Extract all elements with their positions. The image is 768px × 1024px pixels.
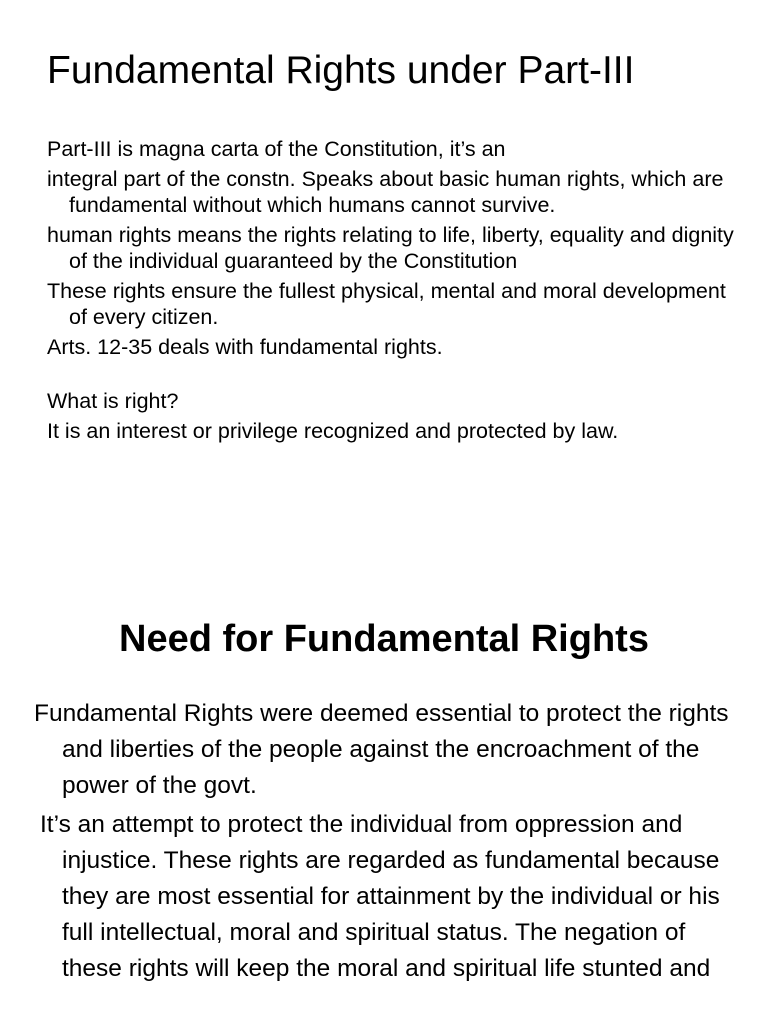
paragraph-development: These rights ensure the fullest physical, mental and moral development of every citizen. [47, 279, 726, 329]
slide-body [47, 136, 747, 448]
paragraph-magna-carta: Part-III is magna carta of the Constitution, it’s an [47, 137, 506, 161]
slide-title: Fundamental Rights under Part-III [47, 49, 635, 92]
slide-need-for-fundamental-rights [0, 560, 768, 1024]
paragraph-articles: Arts. 12-35 deals with fundamental rights. [47, 335, 443, 359]
paragraph-definition: It is an interest or privilege recognized and protected by law. [47, 419, 619, 443]
paragraph-protection: It’s an attempt to protect the individual from oppression and injustice. These rights are regarded as fundamental because they are most essential for attainment by the individual or his full intellectual, moral and spiritual status. The negation of these rights will keep the moral and spiritual life stunted and [40, 810, 720, 983]
paragraph-question: What is right? [47, 389, 179, 413]
paragraph-human-rights: human rights means the rights relating to life, liberty, equality and dignity of the individual guaranteed by the Constitution [47, 223, 734, 273]
slide-body [34, 696, 744, 990]
paragraph-integral-part: integral part of the constn. Speaks about basic human rights, which are fundamental without which humans cannot survive. [47, 167, 724, 217]
paragraph-essential: Fundamental Rights were deemed essential to protect the rights and liberties of the people against the encroachment of the power of the govt. [34, 700, 729, 800]
slide-title: Need for Fundamental Rights [119, 618, 649, 660]
